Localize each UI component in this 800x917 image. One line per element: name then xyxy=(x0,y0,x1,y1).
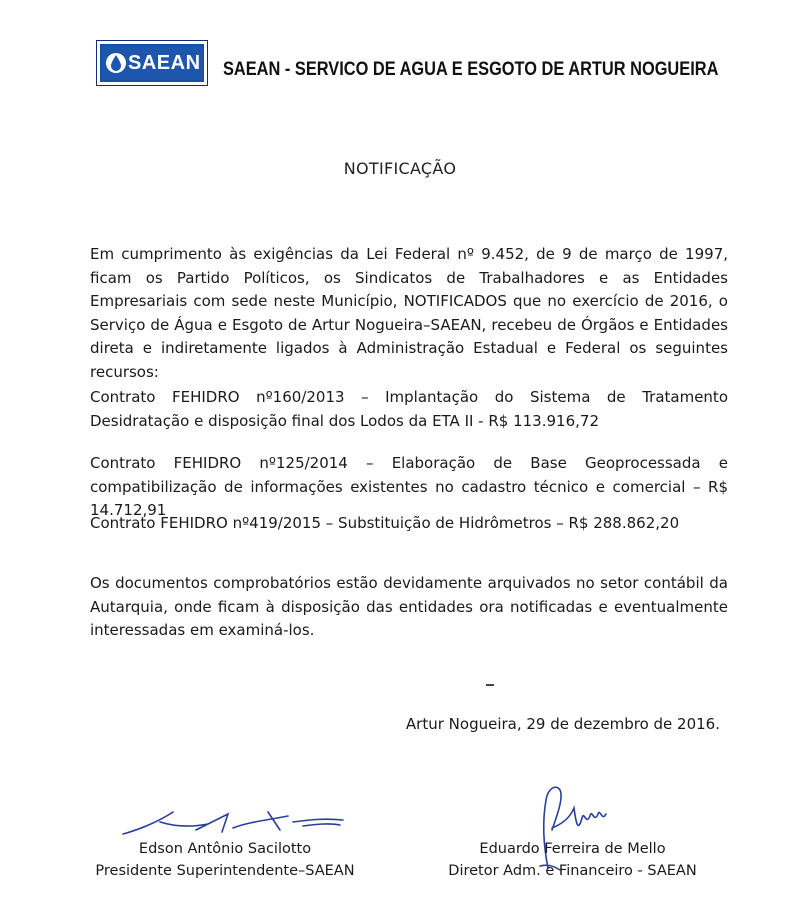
signatory-role: Diretor Adm. e Financeiro - SAEAN xyxy=(448,863,697,879)
contract-item: Contrato FEHIDRO nº160/2013 – Implantação do Sistema de Tratamento Desidratação e disposição final dos Lodos da ETA II - R$ 113.916,72 xyxy=(90,388,728,430)
signatory-name: Eduardo Ferreira de Mello xyxy=(479,841,666,857)
logo-text: SAEAN xyxy=(128,51,201,74)
signatory-role: Presidente Superintendente–SAEAN xyxy=(95,863,355,879)
signature-edson xyxy=(118,800,348,840)
intro-paragraph: Em cumprimento às exigências da Lei Federal nº 9.452, de 9 de março de 1997, ficam os Partido Políticos, os Sindicatos de Trabalhadores e as Entidades Empresariais com sede neste Município, NOTIFICADOS que no exercício de 2016, o Serviço de Água e Esgoto de Artur Nogueira–SAEAN, recebeu de Órgãos e Entidades direta e indiretamente ligados à Administração Estadual e Federal os seguintes recursos: xyxy=(90,245,728,381)
closing-paragraph: Os documentos comprobatórios estão devidamente arquivados no setor contábil da Autarquia, onde ficam à disposição das entidades ora notificadas e eventualmente interessadas em examiná-los. xyxy=(90,574,728,639)
signatory-name: Edson Antônio Sacilotto xyxy=(138,841,312,857)
organization-title: SAEAN - SERVICO DE AGUA E ESGOTO DE ARTUR NOGUEIRA xyxy=(223,58,719,80)
document-title: NOTIFICAÇÃO xyxy=(343,159,457,178)
signatory-right xyxy=(445,838,700,882)
signatory-left xyxy=(95,838,355,882)
contract-item: Contrato FEHIDRO nº125/2014 – Elaboração de Base Geoprocessada e compatibilização de informações existentes no cadastro técnico e comercial – R$ 14.712,91 xyxy=(90,454,728,519)
contract-item: Contrato FEHIDRO nº419/2015 – Substituição de Hidrômetros – R$ 288.862,20 xyxy=(90,514,680,532)
stray-mark xyxy=(486,684,494,686)
saean-logo xyxy=(96,40,208,86)
water-drop-icon xyxy=(105,48,127,78)
date-line: Artur Nogueira, 29 de dezembro de 2016. xyxy=(405,715,720,733)
